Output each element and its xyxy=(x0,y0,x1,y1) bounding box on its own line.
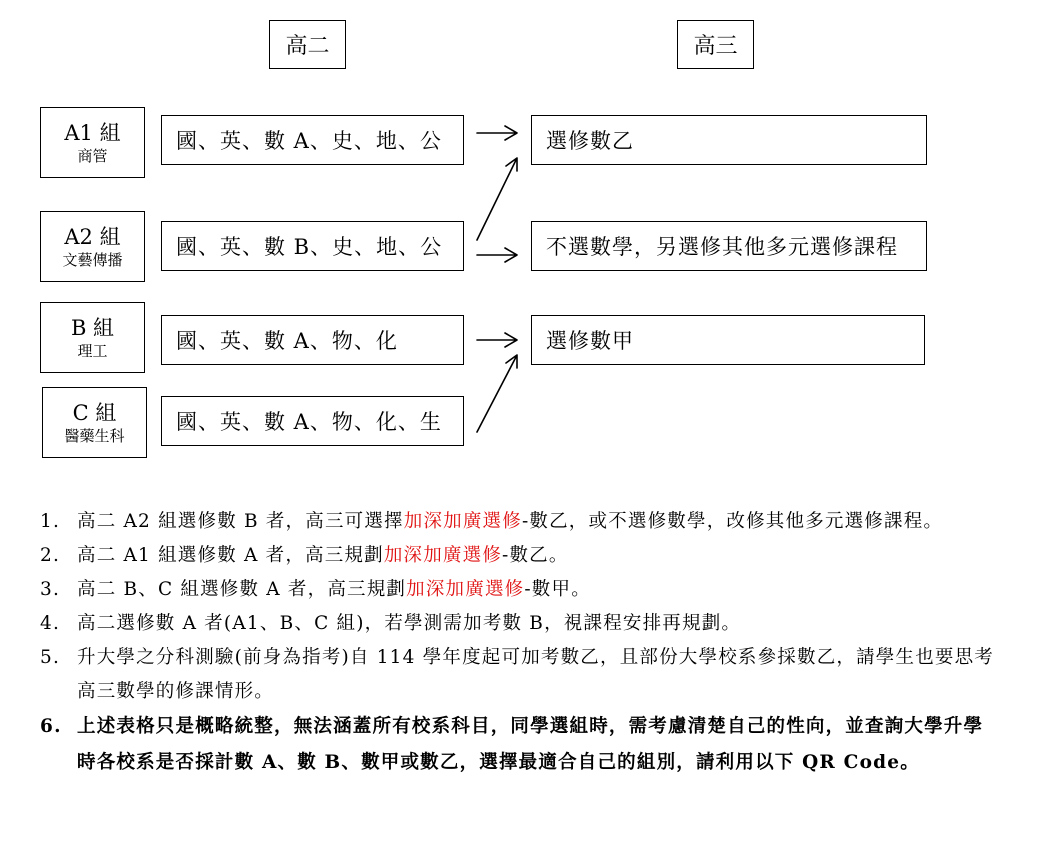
note-2-pre: 高二 A1 組選修數 A 者，高三規劃 xyxy=(77,545,384,566)
subjects-a2-text: 國、英、數 B、史、地、公 xyxy=(176,235,443,259)
note-1-post: -數乙，或不選修數學，改修其他多元選修課程。 xyxy=(521,511,944,532)
grade2-header-label: 高二 xyxy=(285,34,330,59)
group-c-name: C 組 xyxy=(72,400,117,425)
group-a1-name: A1 組 xyxy=(64,120,121,145)
note-1-pre: 高二 A2 組選修數 B 者，高三可選擇 xyxy=(77,511,404,532)
arrow-a1-to-math-yi xyxy=(477,126,517,140)
note-4 xyxy=(40,607,1000,641)
group-a2-sub: 文藝傳播 xyxy=(62,250,123,269)
note-3-num: 3. xyxy=(40,579,61,600)
note-6-num: 6. xyxy=(40,716,62,737)
note-2-post: -數乙。 xyxy=(502,545,569,566)
subjects-a1-text: 國、英、數 A、史、地、公 xyxy=(176,129,442,153)
arrow-a2-to-no-math xyxy=(477,248,517,262)
note-5 xyxy=(40,641,1000,709)
grade3-header-label: 高三 xyxy=(693,34,738,59)
group-c-sub: 醫藥生科 xyxy=(64,426,125,445)
note-5-text: 升大學之分科測驗(前身為指考)自 114 學年度起可加考數乙，且部份大學校系參採數乙，請學生也要思考高三數學的修課情形。 xyxy=(77,647,995,702)
result-no-math-text: 不選數學，另選修其他多元選修課程 xyxy=(546,235,898,259)
notes-list xyxy=(40,505,1000,781)
subjects-c-text: 國、英、數 A、物、化、生 xyxy=(176,410,442,434)
arrow-b-to-math-jia xyxy=(477,333,517,347)
note-2-red: 加深加廣選修 xyxy=(383,545,503,566)
arrow-c-to-math-jia xyxy=(477,355,517,432)
group-b-name: B 組 xyxy=(70,315,115,340)
note-3-post: -數甲。 xyxy=(524,579,591,600)
note-3-pre: 高二 B、C 組選修數 A 者，高三規劃 xyxy=(77,579,407,600)
note-6-text: 上述表格只是概略統整，無法涵蓋所有校系科目，同學選組時，需考慮清楚自己的性向，並查詢大學升學時各校系是否採計數 A、數 B、數甲或數乙，選擇最適合自己的組別，請利用以下 QR Code。 xyxy=(77,716,984,773)
group-b-sub: 理工 xyxy=(77,341,108,360)
note-1 xyxy=(40,505,1000,539)
note-3 xyxy=(40,573,1000,607)
note-1-red: 加深加廣選修 xyxy=(403,511,522,532)
note-2 xyxy=(40,539,1000,573)
note-5-num: 5. xyxy=(40,647,61,668)
subjects-b-text: 國、英、數 A、物、化 xyxy=(176,329,398,353)
arrow-a2-to-math-yi xyxy=(477,158,517,240)
group-a2-name: A2 組 xyxy=(64,224,121,249)
note-4-num: 4. xyxy=(40,613,61,634)
group-a1-sub: 商管 xyxy=(77,146,108,165)
result-math-yi-text: 選修數乙 xyxy=(546,129,634,153)
note-4-text: 高二選修數 A 者(A1、B、C 組)，若學測需加考數 B，視課程安排再規劃。 xyxy=(77,613,742,634)
note-2-num: 2. xyxy=(40,545,61,566)
note-3-red: 加深加廣選修 xyxy=(406,579,525,600)
note-1-num: 1. xyxy=(40,511,61,532)
result-math-jia-text: 選修數甲 xyxy=(546,329,634,353)
note-6 xyxy=(40,709,1000,781)
